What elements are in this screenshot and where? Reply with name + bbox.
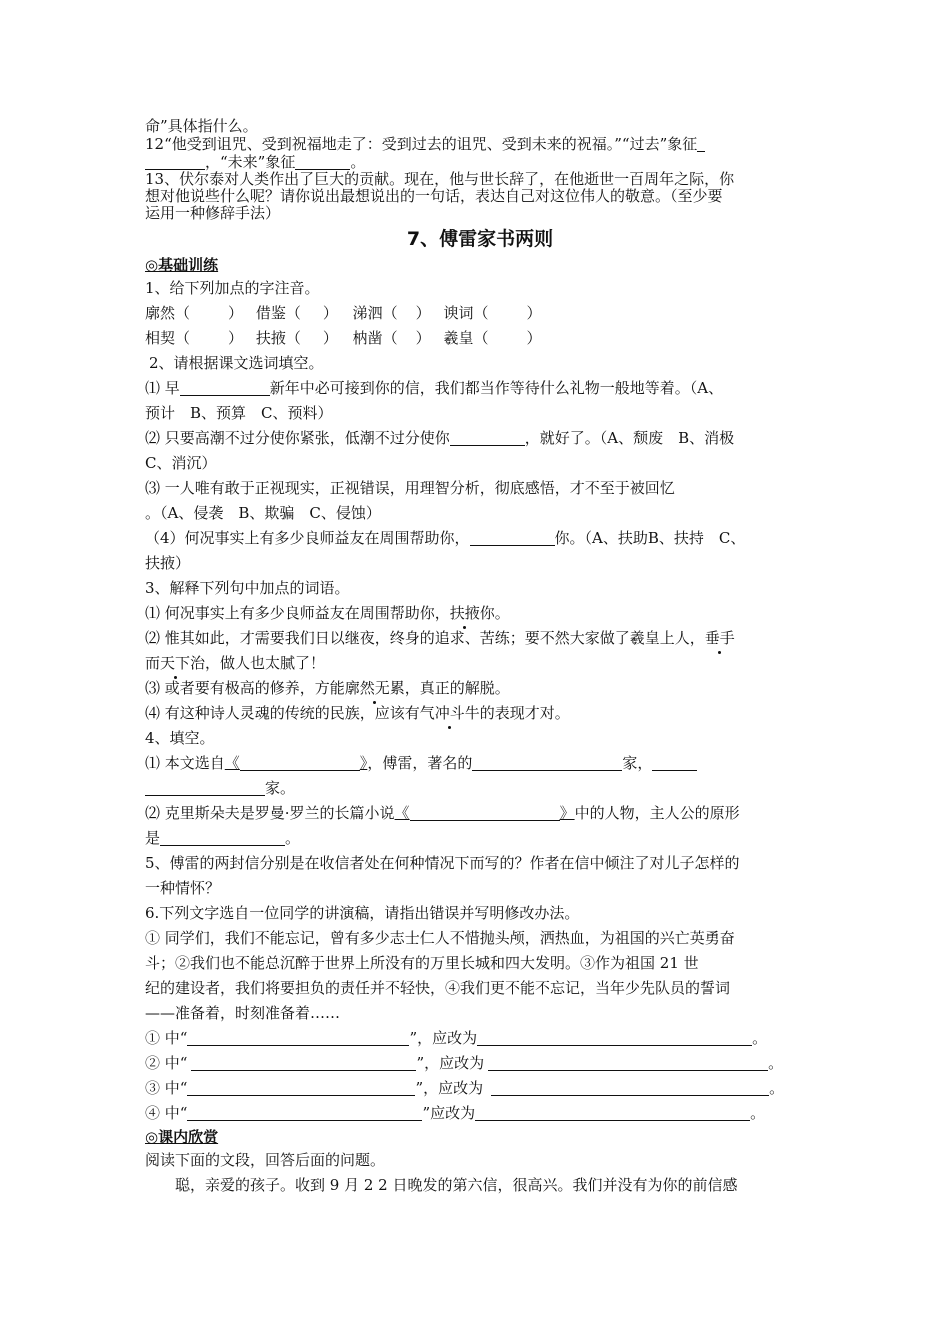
q6-passage: ——准备着，时刻准备着…… (145, 1004, 341, 1022)
q5-question: 5、傅雷的两封信分别是在收信者处在何种情况下而写的？作者在信中倾注了对儿子怎样的 (145, 854, 740, 872)
question-12: 12“他受到诅咒、受到祝福地走了：受到过去的诅咒、受到未来的祝福。”“过去”象征 (145, 135, 815, 153)
q3-sentence: ⑶ 或者要有极高的修养，方能廓然无累，真正的解脱。 (145, 676, 815, 701)
q2-sentence-cont: 扶掖） (145, 554, 191, 572)
q2-sentence: （4）何况事实上有多少良师益友在周围帮助你， 你。（A、扶助B、扶持 C、 (145, 529, 746, 547)
lesson-title: 7、傅雷家书两则 (406, 228, 554, 250)
q6-answer-row: ③ 中“ ”，应改为 。 (145, 1079, 785, 1097)
q6-answer-row: ② 中“ ”，应改为 。 (145, 1054, 784, 1072)
q3-heading: 3、解释下列句中加点的词语。 (145, 579, 350, 597)
section-heading-reading: ◎课内欣赏 (145, 1128, 219, 1146)
reading-paragraph: 聪，亲爱的孩子。收到 9 月 2 2 日晚发的第六信，很高兴。我们并没有为你的前信感 (175, 1176, 738, 1194)
question-13-cont: 想对他说些什么呢？请你说出最想说出的一句话，表达自己对这位伟人的敬意。（至少要 (145, 187, 723, 205)
q3-sentence: ⑵ 惟其如此，才需要我们日以继夜，终身的追求、苦练；要不然大家做了羲皇上人，垂手 (145, 626, 815, 651)
question-13: 13、伏尔泰对人类作出了巨大的贡献。现在，他与世长辞了，在他逝世一百周年之际，你 (145, 170, 735, 188)
q6-passage: 纪的建设者，我们将要担负的责任并不轻快，④我们更不能不忘记，当年少先队员的誓词 (145, 979, 731, 997)
reading-intro: 阅读下面的文段，回答后面的问题。 (145, 1151, 386, 1169)
q4-sentence-cont: 是 。 (145, 829, 301, 847)
q2-sentence: ⑵ 只要高潮不过分使你紧张，低潮不过分使你 ，就好了。（A、颓废 B、消极 (145, 429, 735, 447)
q2-sentence: ⑶ 一人唯有敢于正视现实，正视错误，用理智分析，彻底感悟，才不至于被回忆 (145, 479, 675, 497)
q2-sentence-cont: C、消沉） (145, 454, 217, 472)
document-page (145, 118, 815, 1198)
q4-sentence-cont: 家。 (145, 776, 815, 801)
q5-question-cont: 一种情怀？ (145, 879, 221, 897)
q2-sentence-cont: 。（A、侵袭 B、欺骗 C、侵蚀） (145, 504, 381, 522)
q6-heading: 6.下列文字选自一位同学的讲演稿，请指出错误并写明修改办法。 (145, 904, 580, 922)
q3-sentence-cont: 而天下治，做人也太腻了！ (145, 651, 815, 676)
q6-passage: ① 同学们，我们不能忘记，曾有多少志士仁人不惜抛头颅，洒热血，为祖国的兴亡英勇奋 (145, 929, 735, 947)
q2-sentence: ⑴ 早 新年中必可接到你的信，我们都当作等待什么礼物一般地等着。（A、 (145, 379, 724, 397)
question-12-cont: ，“未来”象征 。 (145, 153, 815, 171)
q1-row: 相契（ ） 扶掖（ ） 枘凿（ ） 羲皇（ ） (145, 329, 542, 347)
q1-heading: 1、给下列加点的字注音。 (145, 279, 320, 297)
q4-sentence: ⑵ 克里斯朵夫是罗曼·罗兰的长篇小说《 》中的人物，主人公的原形 (145, 804, 740, 822)
q3-sentence: ⑴ 何况事实上有多少良师益友在周围帮助你，扶掖你。 (145, 601, 815, 626)
q6-answer-row: ④ 中“ ”应改为 。 (145, 1104, 766, 1122)
q2-sentence-cont: 预计 B、预算 C、预料） (145, 404, 333, 422)
q3-sentence: ⑷ 有这种诗人灵魂的传统的民族，应该有气冲斗牛的表现才对。 (145, 701, 815, 726)
q2-heading: 2、请根据课文选词填空。 (149, 354, 324, 372)
q6-answer-row: ① 中“ ”，应改为 。 (145, 1029, 768, 1047)
q6-passage: 斗；②我们也不能总沉醉于世界上所没有的万里长城和四大发明。③作为祖国 21 世 (145, 954, 699, 972)
q4-sentence: ⑴ 本文选自《 》，傅雷，著名的 家， (145, 751, 815, 776)
q4-heading: 4、填空。 (145, 729, 215, 747)
q1-row: 廓然（ ） 借鉴（ ） 涕泗（ ） 谀词（ ） (145, 304, 542, 322)
text-line: 命”具体指什么。 (145, 117, 258, 135)
question-13-cont: 运用一种修辞手法） (145, 204, 281, 222)
section-heading-basic: ◎基础训练 (145, 256, 219, 274)
